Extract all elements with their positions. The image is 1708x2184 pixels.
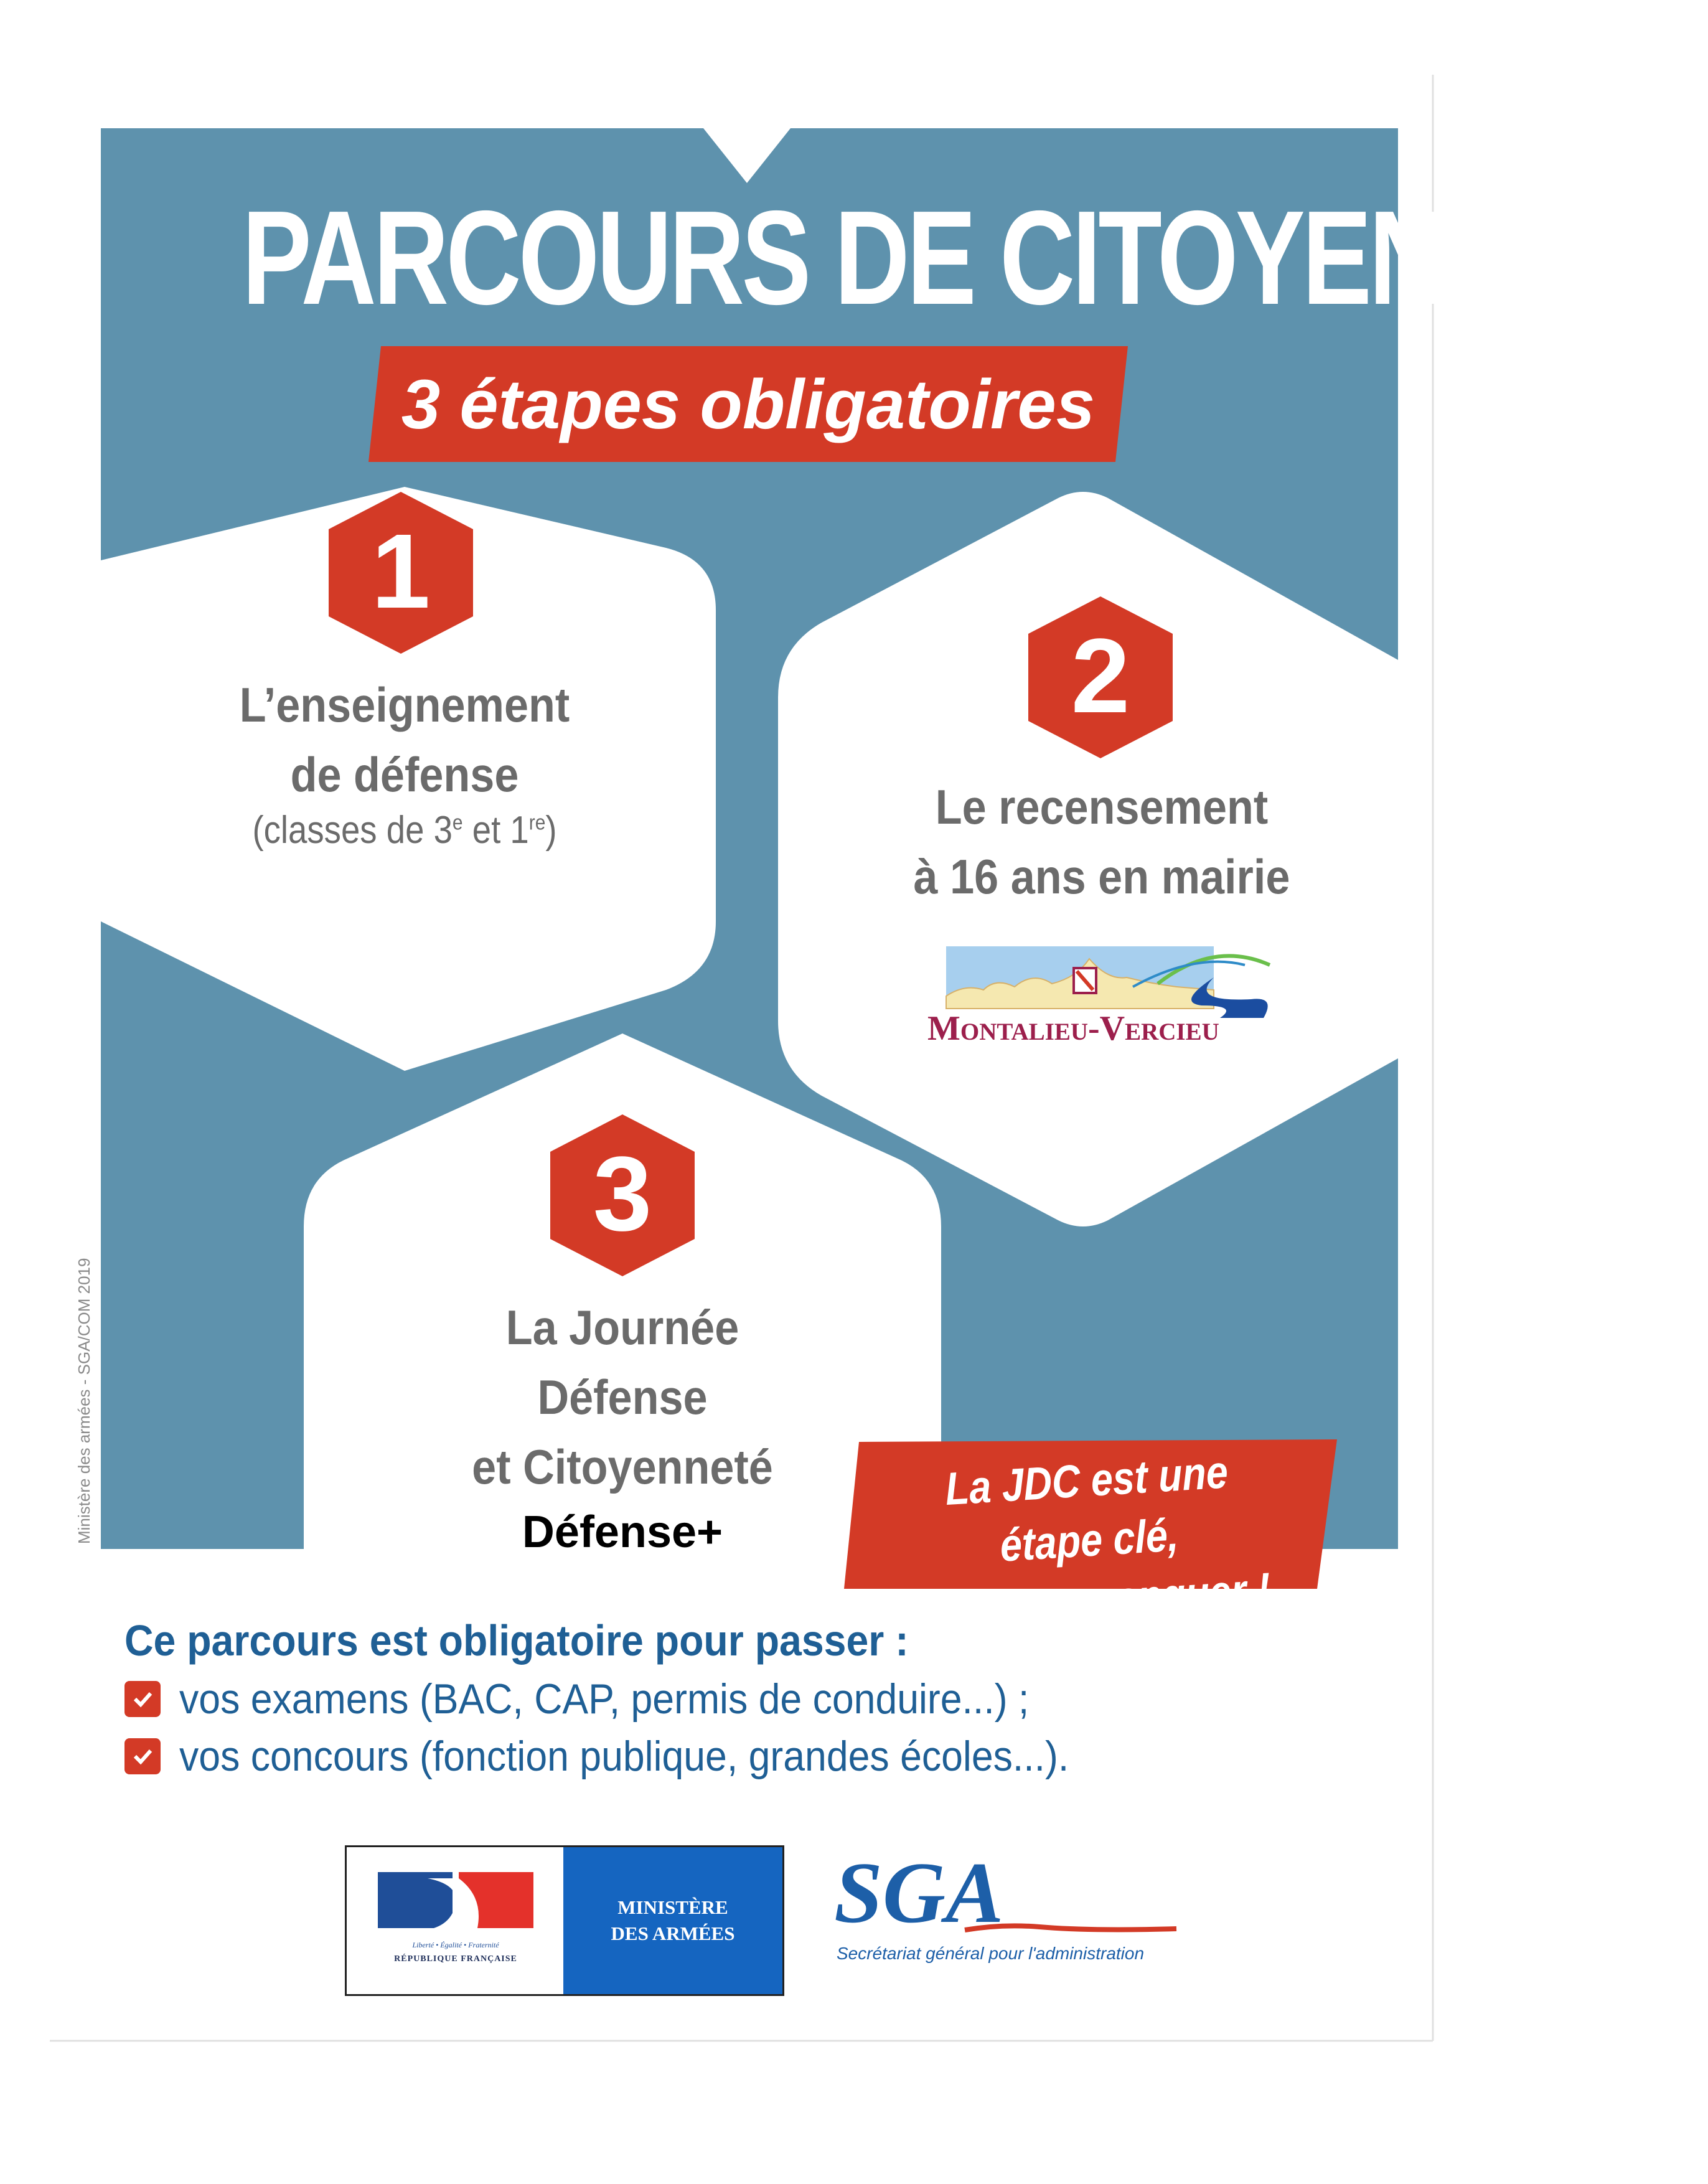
checkbox-icon <box>124 1738 161 1774</box>
step-2-number: 2 <box>1071 617 1130 735</box>
town-logo <box>927 940 1282 1052</box>
poster-subtitle: 3 étapes obligatoires <box>401 365 1096 443</box>
step-3-line2: Défense <box>537 1370 708 1424</box>
step-3-extra: Défense+ <box>522 1507 723 1557</box>
callout-line2: à ne pas manquer ! <box>913 1563 1272 1637</box>
step-1-note <box>180 808 629 852</box>
step-2-line1: Le recensement <box>935 779 1269 834</box>
sga-swoosh-icon <box>965 1880 1176 1936</box>
step-1-note-mid: et 1 <box>462 809 529 852</box>
ministry-line1: MINISTÈRE <box>617 1896 728 1918</box>
side-credit: Ministère des armées - SGA/COM 2019 <box>75 1258 93 1544</box>
step-1-note-sup2: re <box>528 811 546 835</box>
checkbox-icon <box>124 1681 161 1717</box>
step-1-line1: L’enseignement <box>239 677 570 732</box>
republic-motto: Liberté • Égalité • Fraternité <box>412 1941 499 1949</box>
step-1-note-sup1: e <box>452 811 463 835</box>
sga-name: SGA <box>834 1845 1004 1941</box>
step-1-line2: de défense <box>290 747 519 802</box>
poster-title: PARCOURS DE CITOYENNETÉ <box>242 182 1708 332</box>
step-2-line2: à 16 ans en mairie <box>913 849 1290 904</box>
marianne-flag-icon <box>378 1872 533 1928</box>
republic-block <box>347 1847 563 1994</box>
sga-subtitle: Secrétariat général pour l'administration <box>837 1944 1145 1963</box>
republic-name: RÉPUBLIQUE FRANÇAISE <box>394 1954 517 1964</box>
info-item-1 <box>124 1675 1103 1723</box>
sga-logo <box>834 1843 1183 1980</box>
step-3-text <box>398 1292 847 1502</box>
info-item-2-text: vos concours (fonction publique, grandes écoles...). <box>179 1733 1069 1780</box>
step-1-number: 1 <box>371 512 431 631</box>
info-item-1-text: vos examens (BAC, CAP, permis de conduire...) ; <box>179 1675 1030 1723</box>
callout-line1: La JDC est une étape clé, <box>944 1446 1229 1571</box>
ministry-line2: DES ARMÉES <box>611 1923 735 1944</box>
town-name: Montalieu-Vercieu <box>927 1009 1219 1048</box>
step-2-text <box>861 772 1343 911</box>
ministry-logo <box>345 1845 784 1996</box>
info-item-2 <box>124 1732 1147 1781</box>
info-title: Ce parcours est obligatoire pour passer : <box>124 1616 909 1665</box>
ministry-block <box>563 1847 782 1994</box>
step-3-line3: et Citoyenneté <box>472 1439 773 1494</box>
jdc-callout <box>890 1439 1289 1642</box>
step-1-note-prefix: (classes de 3 <box>252 809 453 852</box>
step-1-note-suffix: ) <box>545 809 557 852</box>
step-3-number: 3 <box>593 1135 652 1253</box>
step-3-line1: La Journée <box>505 1300 739 1355</box>
step-1-text <box>175 670 634 809</box>
